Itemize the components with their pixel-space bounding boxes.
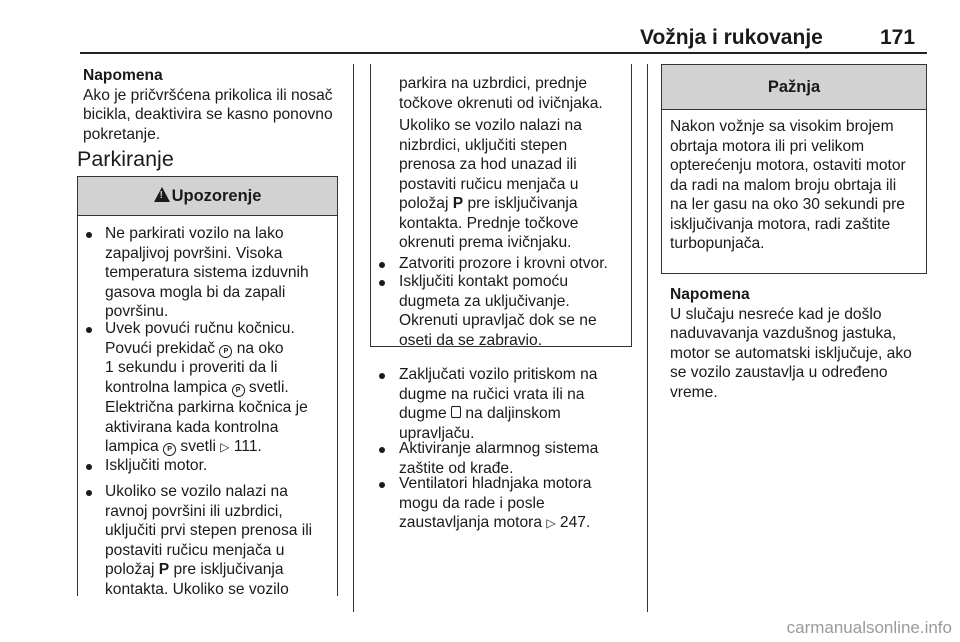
note-line: se vozilo zaustavlja u određeno	[670, 364, 888, 381]
list-item-text: Isključiti motor.	[105, 457, 208, 474]
section-title: Parkiranje	[77, 147, 174, 171]
list-bullet	[379, 447, 385, 453]
text-line: isključivanja motora, radi zaštite	[670, 215, 891, 233]
text-line: ravnoj površini ili uzbrdici,	[105, 502, 283, 520]
text-fragment: 247.	[555, 514, 591, 531]
text-fragment: na daljinskom	[461, 405, 561, 422]
list-item-text	[105, 224, 309, 322]
text-line	[399, 513, 591, 534]
text-line: turbopunjača.	[670, 235, 765, 252]
text-line: postaviti ručicu menjača u	[399, 175, 579, 193]
text-line: dugme na ručici vrata ili na	[399, 385, 585, 403]
text-fragment: zaustavljanja motora	[399, 514, 547, 531]
note-block-2	[670, 285, 912, 402]
text-line: temperatura sistema izduvnih	[105, 264, 309, 281]
list-bullet	[86, 232, 92, 238]
list-item-text: Zatvoriti prozore i krovni otvor.	[399, 255, 608, 272]
text-line: Isključiti kontakt pomoću	[399, 273, 569, 290]
text-fragment: položaj	[105, 561, 159, 578]
text-line: parkira na uzbrdici, prednje	[399, 75, 588, 92]
text-line: 1 sekundu i proveriti da li	[105, 359, 278, 376]
text-line: upravljaču.	[399, 424, 475, 442]
text-line: Aktiviranje alarmnog sistema	[399, 440, 599, 457]
list-bullet	[379, 262, 385, 268]
text-line: Zaključati vozilo pritiskom na	[399, 366, 598, 383]
paragraph	[399, 116, 582, 253]
warning-heading: Upozorenje	[171, 187, 262, 205]
text-line: okrenuti prema ivičnjaku.	[399, 234, 572, 251]
text-line: prenosa za hod unazad ili	[399, 156, 577, 173]
text-line: kontakta. Ukoliko se vozilo	[105, 580, 289, 598]
text-line: Ukoliko se vozilo nalazi na	[399, 117, 582, 134]
text-fragment: dugme	[399, 405, 452, 422]
text-line: Ukoliko se vozilo nalazi na	[105, 483, 288, 500]
text-line: Nakon vožnje sa visokim brojem	[670, 118, 894, 135]
running-header-title: Vožnja i rukovanje	[640, 26, 823, 49]
text-line: Električna parkirna kočnica je	[105, 399, 308, 416]
list-item-text	[399, 474, 591, 534]
note-line: U slučaju nesreće kad je došlo	[670, 305, 882, 323]
text-line: dugmeta za uključivanje.	[399, 292, 570, 310]
text-line: gasova mogla bi da zapali	[105, 283, 286, 301]
list-item-text	[105, 319, 295, 397]
watermark: carmanualsonline.info	[786, 618, 952, 637]
lock-icon	[451, 406, 461, 418]
list-item-text	[105, 482, 312, 599]
text-line	[105, 437, 308, 458]
gear-position-p: P	[158, 561, 170, 578]
caution-text	[670, 117, 906, 254]
parking-brake-icon: P	[163, 443, 176, 456]
note-line: vreme.	[670, 383, 718, 401]
text-line	[105, 560, 312, 580]
parking-brake-icon: P	[219, 345, 232, 358]
note-heading: Napomena	[83, 67, 163, 84]
text-line: oseti da se zabravio.	[399, 331, 543, 349]
list-bullet	[86, 327, 92, 333]
text-line: nizbrdici, uključiti stepen	[399, 136, 568, 154]
text-line	[105, 339, 295, 359]
text-fragment: pre isključivanja	[463, 195, 578, 212]
page-number: 171	[880, 26, 916, 49]
column-divider-2	[647, 64, 648, 612]
note-line: pokretanje.	[83, 125, 161, 143]
text-fragment: lampica	[105, 438, 164, 455]
list-item-text	[399, 272, 597, 350]
warning-triangle-icon	[154, 187, 170, 202]
text-line: točkove okrenuti od ivičnjaka.	[399, 94, 603, 112]
paragraph	[105, 398, 308, 458]
note-line: bicikla, deaktivira se kasno ponovno	[83, 106, 333, 123]
text-line: na ler gasu na oko 30 sekundi pre	[670, 196, 905, 213]
page-ref-arrow-icon[interactable]: ▷	[546, 516, 556, 530]
note-line: motor se automatski isključuje, ako	[670, 344, 912, 362]
text-line: zaštite od krađe.	[399, 459, 514, 477]
caution-box-header: Pažnja	[662, 65, 926, 110]
text-line: Uvek povući ručnu kočnicu.	[105, 320, 295, 337]
list-item-text	[399, 365, 597, 443]
text-line: Ventilatori hladnjaka motora	[399, 475, 592, 492]
text-line: obrtaja motora ili pri velikom	[670, 137, 865, 155]
list-bullet	[379, 373, 385, 379]
text-line: zapaljivoj površini. Visoka	[105, 244, 283, 262]
warning-box-header	[78, 177, 337, 216]
text-line: Ne parkirati vozilo na lako	[105, 225, 284, 242]
text-line	[399, 404, 597, 424]
list-bullet	[379, 280, 385, 286]
text-line: postaviti ručicu menjača u	[105, 541, 285, 559]
text-fragment: na oko	[232, 339, 284, 357]
text-line: da radi na malom broju obrtaja ili	[670, 176, 897, 194]
note-line: Ako je pričvršćena prikolica ili nosač	[83, 86, 333, 104]
text-line: aktivirana kada kontrolna	[105, 418, 279, 436]
text-line	[399, 194, 582, 214]
paragraph	[399, 74, 603, 113]
list-bullet	[86, 490, 92, 496]
column-divider-1	[353, 64, 354, 612]
gear-position-p: P	[452, 195, 464, 212]
note-heading: Napomena	[670, 286, 750, 303]
text-fragment: svetli.	[244, 378, 289, 396]
text-line: kontakta. Prednje točkove	[399, 214, 579, 232]
text-line: Okrenuti upravljač dok se ne	[399, 312, 597, 329]
header-rule	[80, 52, 927, 54]
text-fragment: 111.	[229, 438, 262, 455]
list-bullet	[379, 482, 385, 488]
text-fragment: pre isključivanja	[169, 561, 284, 578]
note-block-1	[83, 66, 333, 144]
page-ref-arrow-icon[interactable]: ▷	[220, 440, 230, 454]
text-line	[105, 378, 295, 398]
list-bullet	[86, 464, 92, 470]
text-line: površinu.	[105, 303, 169, 320]
text-line: mogu da rade i posle	[399, 494, 545, 512]
text-line: opterećenju motora, ostaviti motor	[670, 157, 906, 174]
note-line: naduvavanja vazdušnog jastuka,	[670, 325, 897, 342]
text-fragment: Povući prekidač	[105, 339, 220, 357]
text-fragment: kontrolna lampica	[105, 378, 232, 396]
text-fragment: položaj	[399, 195, 453, 212]
text-line: uključiti prvi stepen prenosa ili	[105, 522, 313, 539]
list-item-text	[399, 439, 598, 478]
parking-brake-icon: P	[232, 384, 245, 397]
text-fragment: svetli	[176, 438, 221, 455]
